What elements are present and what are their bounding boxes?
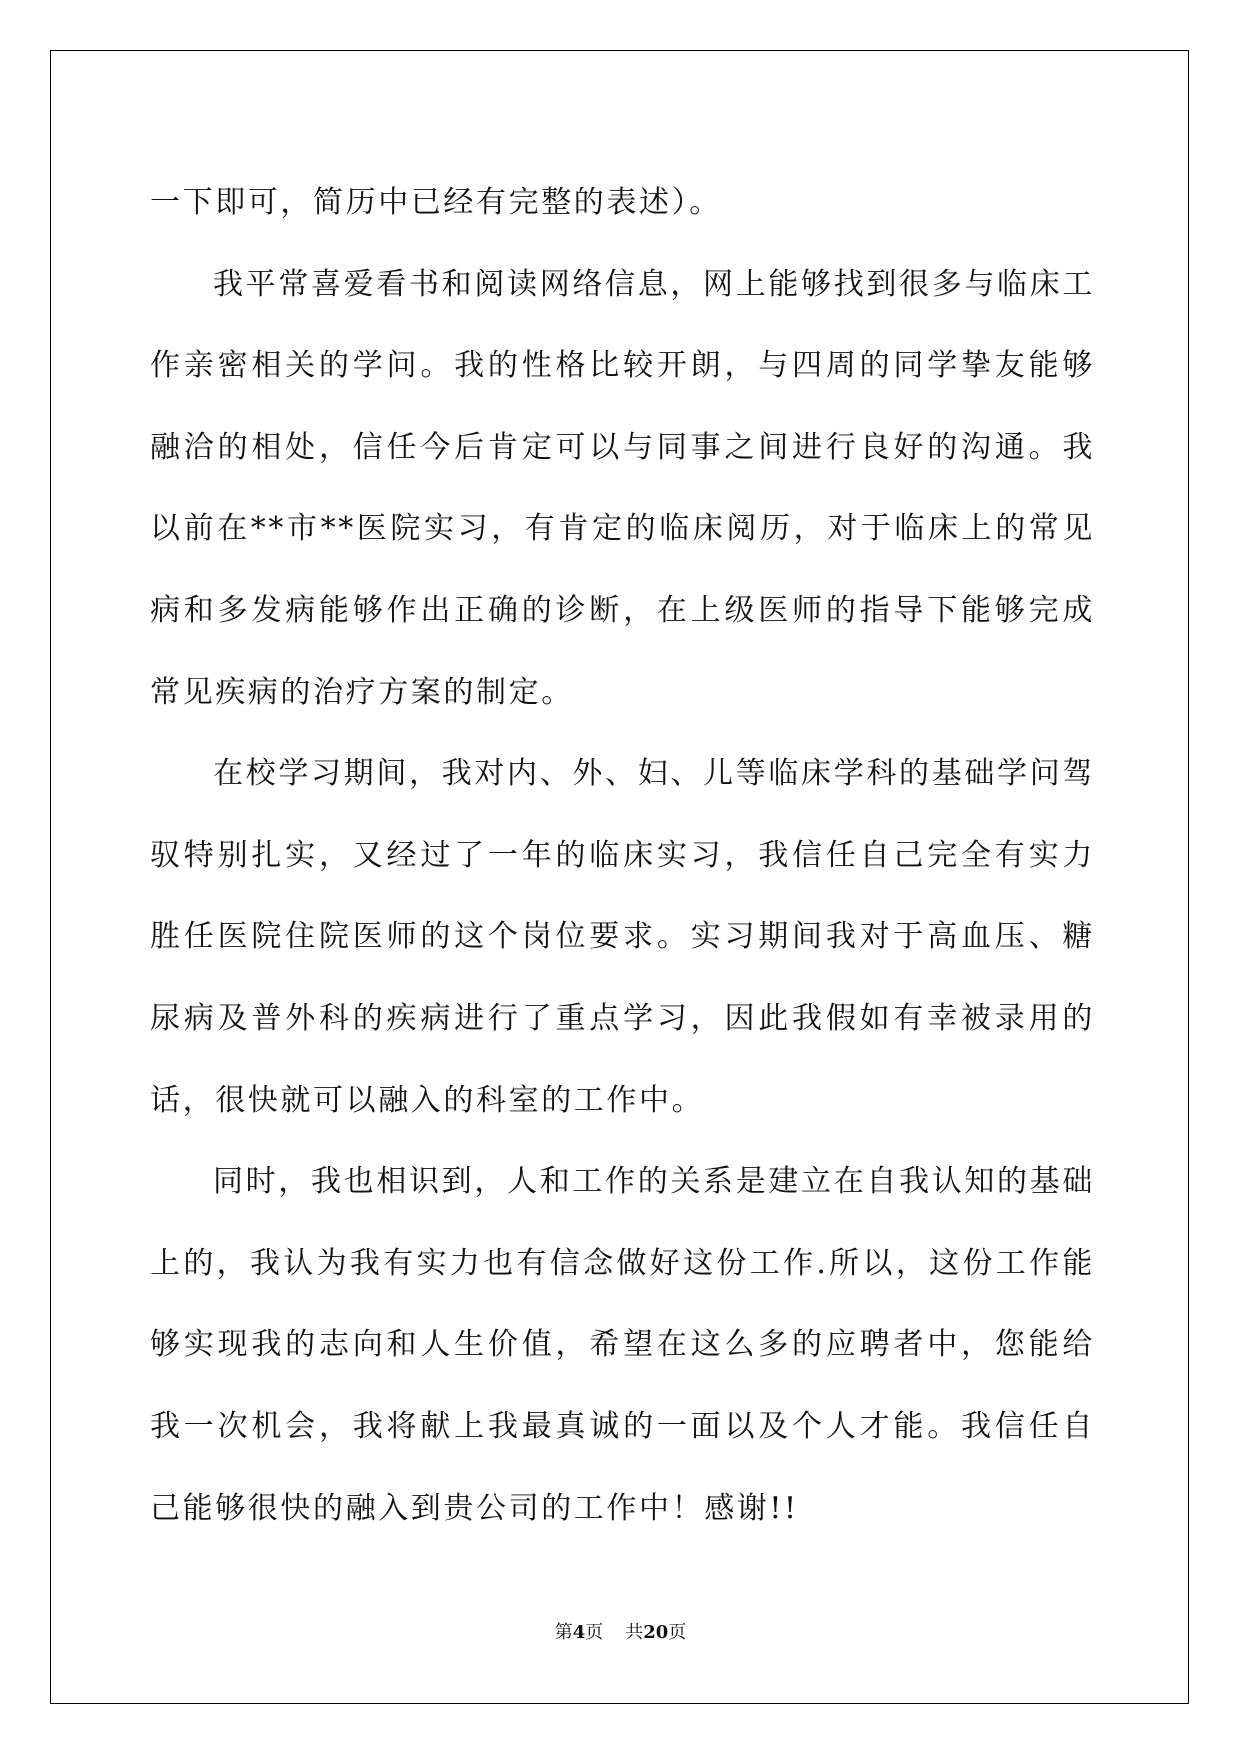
total-pages: 20 xyxy=(643,1622,669,1643)
paragraph-hobbies-personality: 我平常喜爱看书和阅读网络信息，网上能够找到很多与临床工作亲密相关的学问。我的性格比较开朗，与四周的同学挚友能够融洽的相处，信任今后肯定可以与同事之间进行良好的沟通。我以前在**市**医院实习，有肯定的临床阅历，对于临床上的常见病和多发病能够作出正确的诊断，在上级医师的指导下能够完成常见疾病的治疗方案的制定。 xyxy=(150,266,1095,710)
page-footer xyxy=(0,1621,1241,1645)
total-prefix: 共 xyxy=(625,1622,644,1643)
paragraph-closing: 同时，我也相识到，人和工作的关系是建立在自我认知的基础上的，我认为我有实力也有信念做好这份工作.所以，这份工作能够实现我的志向和人生价值，希望在这么多的应聘者中，您能给我一次机会，我将献上我最真诚的一面以及个人才能。我信任自己能够很快的融入到贵公司的工作中！感谢!! xyxy=(150,1164,1095,1526)
page-suffix: 页 xyxy=(585,1622,604,1643)
page-number: 4 xyxy=(572,1622,586,1643)
document-body xyxy=(150,162,1095,1549)
total-suffix: 页 xyxy=(668,1622,687,1643)
page-prefix: 第 xyxy=(554,1622,573,1643)
paragraph-study-internship: 在校学习期间，我对内、外、妇、儿等临床学科的基础学问驾驭特别扎实，又经过了一年的临床实习，我信任自己完全有实力胜任医院住院医师的这个岗位要求。实习期间我对于高血压、糖尿病及普外科的疾病进行了重点学习，因此我假如有幸被录用的话，很快就可以融入的科室的工作中。 xyxy=(150,756,1095,1118)
paragraph-continuation: 一下即可，简历中已经有完整的表述）。 xyxy=(150,185,722,220)
